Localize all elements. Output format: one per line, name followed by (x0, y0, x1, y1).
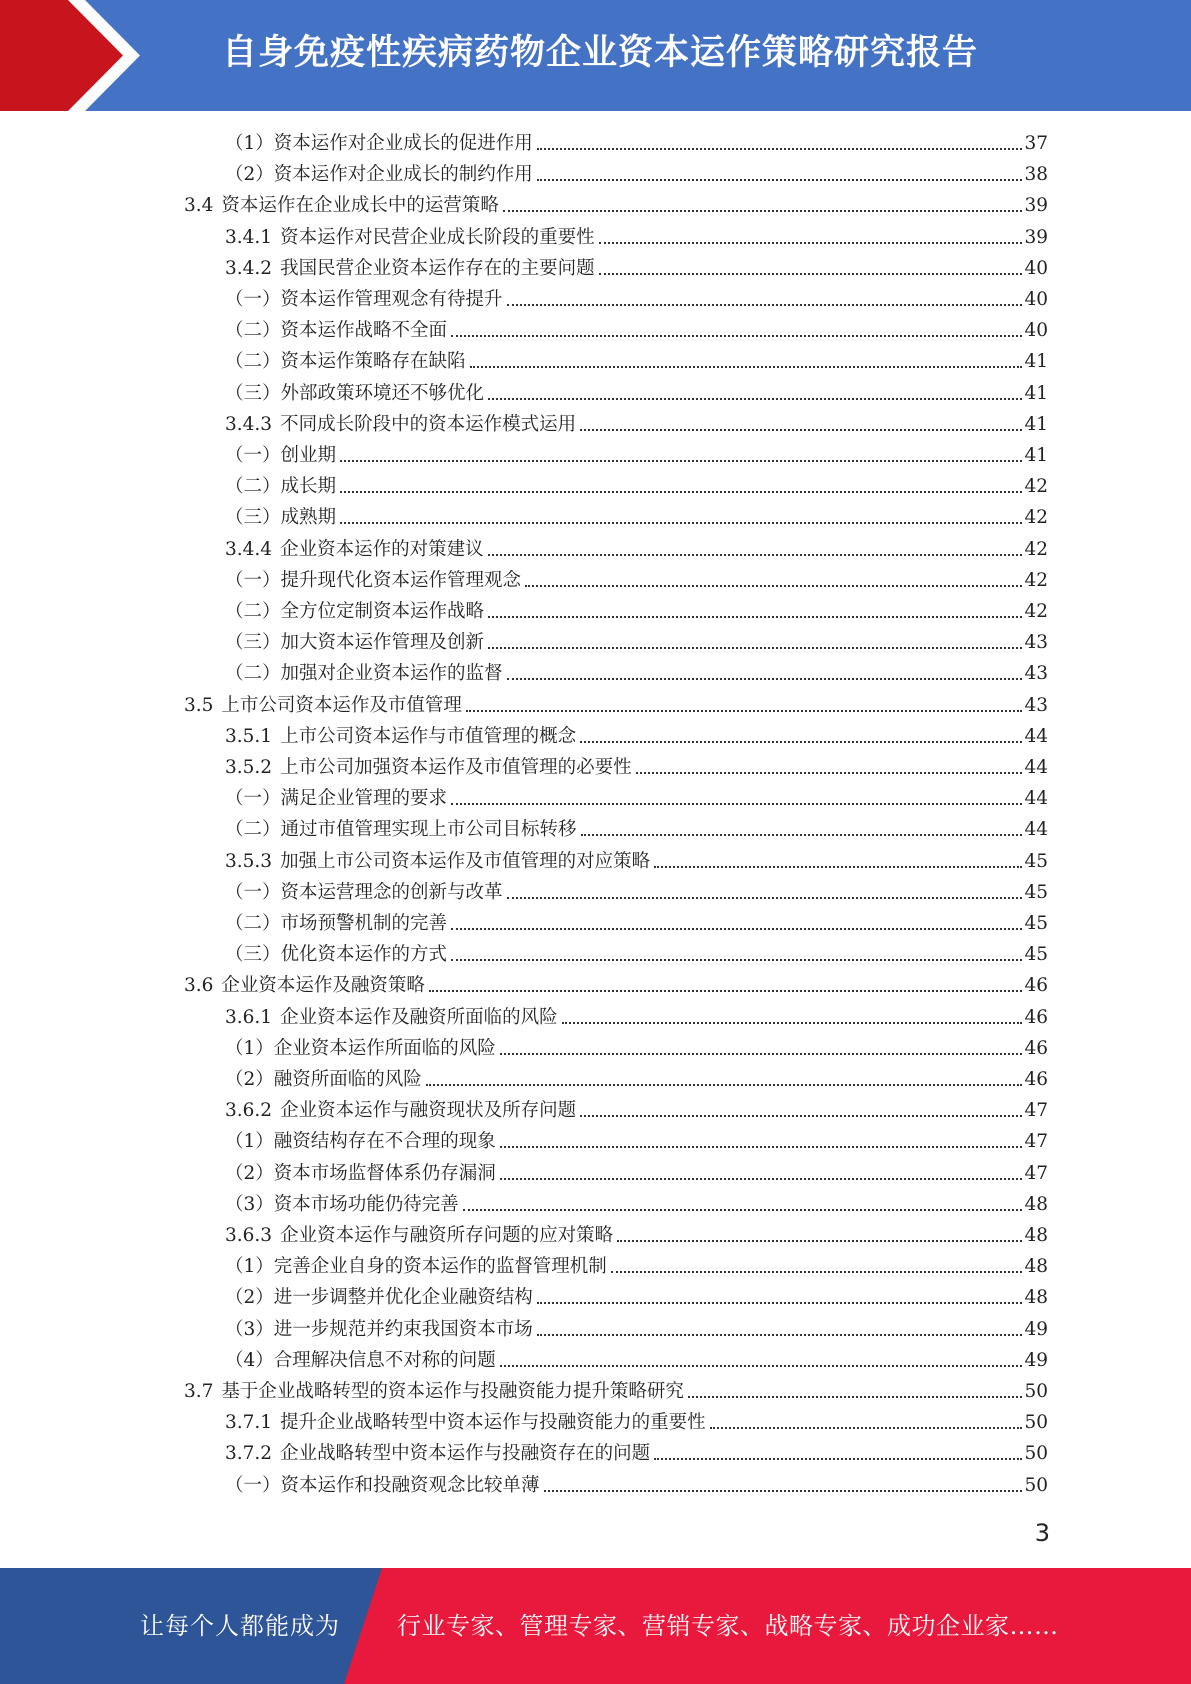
toc-entry[interactable] (225, 1189, 1048, 1220)
toc-dot-leader (451, 335, 1022, 337)
toc-entry-page: 50 (1024, 1474, 1048, 1496)
toc-entry[interactable] (225, 908, 1048, 939)
toc-entry[interactable] (225, 814, 1048, 845)
toc-entry[interactable] (225, 1345, 1048, 1376)
toc-entry-page: 45 (1024, 850, 1048, 872)
toc-entry[interactable] (225, 315, 1048, 346)
toc-entry-title: 提升企业战略转型中资本运作与投融资能力的重要性 (280, 1412, 706, 1434)
toc-entry[interactable] (225, 1158, 1048, 1189)
toc-entry-number: 3.7.1 (225, 1412, 273, 1434)
toc-entry-page: 50 (1024, 1381, 1048, 1402)
toc-entry-page: 43 (1024, 632, 1048, 654)
report-title: 自身免疫性疾病药物企业资本运作策略研究报告 (222, 33, 979, 73)
toc-entry[interactable] (225, 1282, 1048, 1313)
toc-dot-leader (654, 866, 1022, 868)
toc-dot-leader (599, 273, 1023, 275)
toc-entry-page: 38 (1024, 164, 1048, 186)
toc-dot-leader (580, 1115, 1022, 1117)
toc-entry-page: 46 (1024, 1037, 1048, 1059)
toc-entry-page: 37 (1024, 133, 1048, 154)
toc-entry-title: （1）企业资本运作所面临的风险 (225, 1037, 496, 1059)
toc-entry-number: 3.5 (184, 694, 214, 716)
toc-dot-leader (581, 834, 1023, 836)
toc-entry-title: （三）成熟期 (225, 507, 337, 529)
toc-dot-leader (544, 1490, 1023, 1492)
toc-dot-leader (488, 616, 1022, 618)
toc-entry-page: 46 (1024, 1069, 1048, 1090)
toc-entry-title: （二）全方位定制资本运作战略 (225, 601, 485, 622)
toc-dot-leader (654, 1458, 1022, 1460)
toc-dot-leader (451, 928, 1022, 930)
toc-entry[interactable] (225, 222, 1048, 253)
toc-entry-page: 41 (1024, 351, 1048, 373)
toc-entry[interactable] (225, 596, 1048, 627)
toc-entry[interactable] (225, 658, 1048, 689)
toc-entry[interactable] (184, 190, 1048, 221)
toc-entry[interactable] (225, 440, 1048, 471)
toc-entry-page: 48 (1024, 1225, 1048, 1246)
header-chevron-decoration (0, 0, 150, 111)
toc-entry-title: （三）外部政策环境还不够优化 (225, 382, 485, 404)
toc-dot-leader (611, 1271, 1023, 1273)
toc-entry-title: （一）资本运作管理观念有待提升 (225, 289, 503, 310)
toc-entry-page: 48 (1024, 1287, 1048, 1309)
toc-entry-page: 43 (1024, 694, 1048, 716)
toc-entry[interactable] (225, 1251, 1048, 1282)
toc-entry[interactable] (225, 1095, 1048, 1126)
toc-entry-number: 3.6.1 (225, 1006, 273, 1028)
toc-entry[interactable] (225, 1470, 1048, 1501)
toc-entry-page: 45 (1024, 913, 1048, 934)
toc-dot-leader (470, 366, 1023, 368)
toc-entry[interactable] (225, 1064, 1048, 1095)
toc-entry-title: （2）资本运作对企业成长的制约作用 (225, 164, 533, 186)
toc-dot-leader (507, 304, 1023, 306)
toc-dot-leader (525, 585, 1022, 587)
toc-entry-title: （2）融资所面临的风险 (225, 1069, 422, 1090)
toc-entry[interactable] (225, 534, 1048, 565)
toc-entry[interactable] (225, 939, 1048, 970)
toc-entry-title: （3）资本市场功能仍待完善 (225, 1193, 459, 1215)
toc-entry[interactable] (225, 752, 1048, 783)
toc-entry[interactable] (225, 1126, 1048, 1157)
toc-entry-title: 上市公司资本运作及市值管理 (221, 694, 462, 716)
page-number: 3 (1034, 1519, 1050, 1547)
toc-dot-leader (562, 1022, 1023, 1024)
toc-entry-title: 企业资本运作与融资现状及所存问题 (280, 1100, 577, 1122)
toc-entry-title: 企业资本运作及融资策略 (221, 975, 425, 997)
toc-entry-page: 46 (1024, 975, 1048, 997)
toc-entry-page: 50 (1024, 1443, 1048, 1465)
toc-entry-title: 企业资本运作的对策建议 (280, 538, 484, 560)
toc-entry-number: 3.4.1 (225, 226, 273, 248)
toc-entry-page: 39 (1024, 226, 1048, 248)
toc-entry[interactable] (225, 721, 1048, 752)
toc-entry-page: 47 (1024, 1162, 1048, 1184)
toc-entry[interactable] (225, 502, 1048, 533)
toc-entry-title: （一）创业期 (225, 445, 337, 466)
toc-entry-title: （一）满足企业管理的要求 (225, 788, 448, 810)
toc-entry[interactable] (225, 1407, 1048, 1438)
toc-entry-title: （一）提升现代化资本运作管理观念 (225, 569, 522, 591)
toc-entry-page: 45 (1024, 944, 1048, 966)
toc-entry-page: 42 (1024, 569, 1048, 591)
toc-entry-page: 41 (1024, 382, 1048, 404)
toc-entry-title: （一）资本运作和投融资观念比较单薄 (225, 1474, 540, 1496)
toc-dot-leader (617, 1240, 1022, 1242)
toc-dot-leader (537, 1302, 1023, 1304)
toc-entry[interactable] (225, 846, 1048, 877)
toc-entry-title: 基于企业战略转型的资本运作与投融资能力提升策略研究 (221, 1381, 684, 1402)
toc-entry-number: 3.5.2 (225, 757, 273, 778)
toc-entry[interactable] (225, 284, 1048, 315)
toc-entry-title: 企业资本运作及融资所面临的风险 (280, 1006, 558, 1028)
toc-dot-leader (503, 210, 1023, 212)
toc-entry-number: 3.4.3 (225, 413, 273, 435)
toc-entry-number: 3.6 (184, 975, 214, 997)
toc-entry-page: 44 (1024, 788, 1048, 810)
toc-entry[interactable] (225, 877, 1048, 908)
toc-entry-page: 46 (1024, 1006, 1048, 1028)
toc-dot-leader (599, 242, 1023, 244)
toc-entry-title: 企业战略转型中资本运作与投融资存在的问题 (280, 1443, 651, 1465)
toc-entry[interactable] (225, 409, 1048, 440)
toc-dot-leader (580, 429, 1022, 431)
toc-entry-title: 资本运作在企业成长中的运营策略 (221, 195, 499, 217)
toc-entry[interactable] (225, 565, 1048, 596)
toc-dot-leader (340, 460, 1022, 462)
toc-entry-number: 3.7 (184, 1381, 214, 1402)
toc-dot-leader (463, 1209, 1023, 1211)
toc-dot-leader (466, 710, 1023, 712)
toc-entry[interactable] (225, 1438, 1048, 1469)
toc-dot-leader (537, 179, 1023, 181)
toc-entry[interactable] (225, 128, 1048, 159)
toc-dot-leader (500, 1146, 1023, 1148)
toc-entry[interactable] (184, 690, 1048, 721)
toc-entry-page: 40 (1024, 257, 1048, 279)
toc-dot-leader (688, 1396, 1023, 1398)
toc-entry-title: （二）资本运作策略存在缺陷 (225, 351, 466, 373)
toc-entry-number: 3.6.3 (225, 1225, 273, 1246)
toc-entry-page: 49 (1024, 1349, 1048, 1371)
toc-entry-page: 41 (1024, 445, 1048, 466)
toc-dot-leader (340, 491, 1022, 493)
toc-dot-leader (451, 803, 1022, 805)
toc-entry-title: （三）加大资本运作管理及创新 (225, 632, 485, 654)
toc-dot-leader (500, 1178, 1023, 1180)
page-header (0, 0, 1191, 111)
toc-dot-leader (500, 1365, 1023, 1367)
toc-entry-number: 3.4.2 (225, 257, 273, 279)
toc-entry-title: （二）加强对企业资本运作的监督 (225, 663, 503, 685)
toc-entry-page: 44 (1024, 819, 1048, 841)
toc-dot-leader (488, 554, 1023, 556)
toc-entry-page: 40 (1024, 289, 1048, 310)
toc-dot-leader (488, 647, 1022, 649)
toc-entry[interactable] (225, 346, 1048, 377)
toc-entry-title: （三）优化资本运作的方式 (225, 944, 448, 966)
footer-slogan-right: 行业专家、管理专家、营销专家、战略专家、成功企业家…… (397, 1612, 1059, 1640)
footer-slogan-left: 让每个人都能成为 (140, 1612, 340, 1640)
toc-entry-page: 48 (1024, 1256, 1048, 1278)
toc-dot-leader (537, 1334, 1023, 1336)
toc-entry-title: （1）资本运作对企业成长的促进作用 (225, 133, 533, 154)
page-footer (0, 1568, 1191, 1684)
toc-entry-title: 我国民营企业资本运作存在的主要问题 (280, 257, 595, 279)
toc-dot-leader (488, 398, 1022, 400)
toc-entry-page: 50 (1024, 1412, 1048, 1434)
toc-entry-title: （二）资本运作战略不全面 (225, 320, 448, 342)
toc-entry-title: （4）合理解决信息不对称的问题 (225, 1349, 496, 1371)
toc-entry-page: 44 (1024, 757, 1048, 778)
toc-entry-page: 41 (1024, 413, 1048, 435)
toc-entry-number: 3.7.2 (225, 1443, 273, 1465)
toc-entry[interactable] (184, 1376, 1048, 1407)
toc-entry-title: 上市公司资本运作与市值管理的概念 (280, 725, 577, 747)
toc-entry-page: 48 (1024, 1193, 1048, 1215)
toc-entry-page: 42 (1024, 507, 1048, 529)
toc-entry[interactable] (225, 783, 1048, 814)
toc-entry-title: （3）进一步规范并约束我国资本市场 (225, 1318, 533, 1340)
toc-dot-leader (537, 148, 1023, 150)
toc-entry[interactable] (225, 1220, 1048, 1251)
toc-entry[interactable] (184, 970, 1048, 1001)
toc-entry-page: 49 (1024, 1318, 1048, 1340)
toc-entry-number: 3.4.4 (225, 538, 273, 560)
toc-entry-page: 43 (1024, 663, 1048, 685)
toc-entry-page: 42 (1024, 476, 1048, 498)
toc-entry[interactable] (225, 1314, 1048, 1345)
toc-dot-leader (340, 522, 1022, 524)
toc-entry[interactable] (225, 159, 1048, 190)
toc-entry-page: 45 (1024, 881, 1048, 903)
toc-entry-title: （1）完善企业自身的资本运作的监督管理机制 (225, 1256, 607, 1278)
toc-dot-leader (500, 1053, 1023, 1055)
toc-entry-page: 47 (1024, 1131, 1048, 1153)
toc-entry-title: （1）融资结构存在不合理的现象 (225, 1131, 496, 1153)
toc-entry-number: 3.6.2 (225, 1100, 273, 1122)
toc-dot-leader (426, 1084, 1023, 1086)
toc-entry-page: 39 (1024, 195, 1048, 217)
toc-dot-leader (710, 1427, 1023, 1429)
toc-entry-number: 3.5.1 (225, 725, 273, 747)
toc-entry-page: 40 (1024, 320, 1048, 342)
toc-entry-title: （二）成长期 (225, 476, 337, 498)
toc-entry[interactable] (225, 253, 1048, 284)
toc-entry-title: 上市公司加强资本运作及市值管理的必要性 (280, 757, 632, 778)
toc-entry[interactable] (225, 627, 1048, 658)
toc-entry[interactable] (225, 1002, 1048, 1033)
toc-entry-title: （二）通过市值管理实现上市公司目标转移 (225, 819, 577, 841)
toc-entry-title: （一）资本运营理念的创新与改革 (225, 881, 503, 903)
toc-entry-title: （2）资本市场监督体系仍存漏洞 (225, 1162, 496, 1184)
toc-dot-leader (507, 678, 1023, 680)
toc-dot-leader (580, 741, 1022, 743)
toc-entry[interactable] (225, 1033, 1048, 1064)
toc-entry-title: 资本运作对民营企业成长阶段的重要性 (280, 226, 595, 248)
toc-entry-number: 3.4 (184, 195, 214, 217)
toc-dot-leader (636, 772, 1023, 774)
toc-entry-number: 3.5.3 (225, 850, 273, 872)
toc-entry-page: 47 (1024, 1100, 1048, 1122)
toc-entry-page: 44 (1024, 725, 1048, 747)
toc-entry-title: （二）市场预警机制的完善 (225, 913, 448, 934)
toc-entry[interactable] (225, 471, 1048, 502)
toc-entry-page: 42 (1024, 601, 1048, 622)
toc-dot-leader (429, 990, 1023, 992)
toc-entry-title: 不同成长阶段中的资本运作模式运用 (280, 413, 577, 435)
toc-entry-title: 加强上市公司资本运作及市值管理的对应策略 (280, 850, 651, 872)
toc-entry[interactable] (225, 378, 1048, 409)
toc-entry-page: 42 (1024, 538, 1048, 560)
toc-entry-title: 企业资本运作与融资所存问题的应对策略 (280, 1225, 614, 1246)
toc-dot-leader (507, 897, 1023, 899)
toc-dot-leader (451, 959, 1022, 961)
toc-entry-title: （2）进一步调整并优化企业融资结构 (225, 1287, 533, 1309)
